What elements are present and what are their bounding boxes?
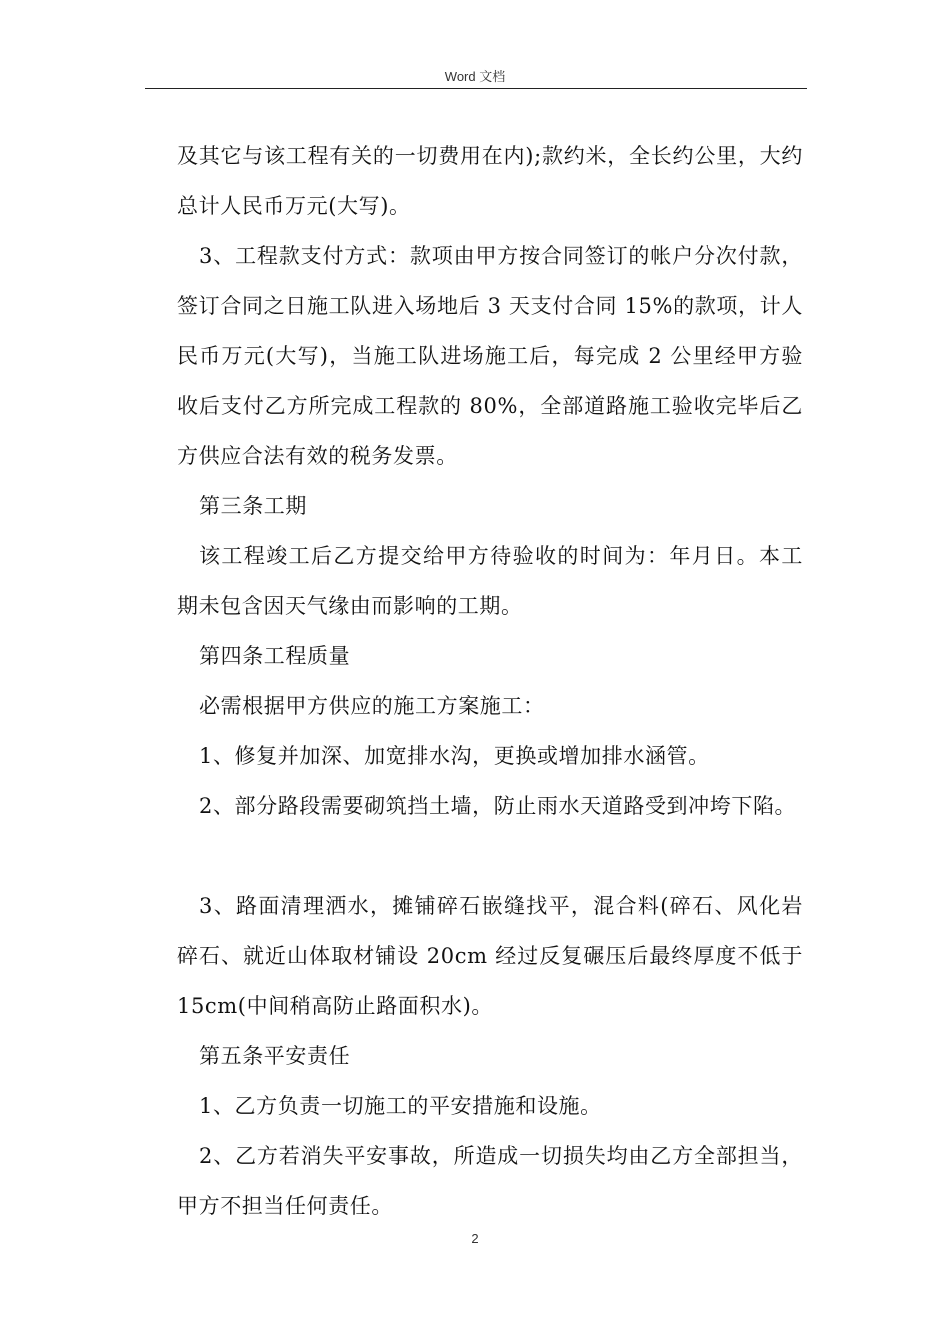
list-item-safety-2: 2、乙方若消失平安事故，所造成一切损失均由乙方全部担当，甲方不担当任何责任。 [177, 1144, 803, 1218]
page-header: Word 文档 [444, 69, 506, 84]
paragraph-completion-time: 该工程竣工后乙方提交给甲方待验收的时间为：年月日。本工期未包含因天气缘由而影响的工期。 [177, 544, 803, 618]
list-item-quality-1: 1、修复并加深、加宽排水沟，更换或增加排水涵管。 [199, 744, 710, 768]
list-item-safety-1: 1、乙方负责一切施工的平安措施和设施。 [199, 1094, 602, 1118]
heading-article-3-schedule: 第三条工期 [199, 494, 307, 518]
blank-line [177, 831, 803, 881]
heading-article-4-quality: 第四条工程质量 [199, 644, 351, 668]
list-item-quality-2: 2、部分路段需要砌筑挡土墙，防止雨水天道路受到冲垮下陷。 [199, 794, 797, 818]
paragraph-fee-continuation: 及其它与该工程有关的一切费用在内);款约米，全长约公里，大约总计人民币万元(大写)。 [177, 144, 803, 218]
paragraph-payment-method: 3、工程款支付方式：款项由甲方按合同签订的帐户分次付款，签订合同之日施工队进入场地后 3 天支付合同 15%的款项，计人民币万元(大写)，当施工队进场施工后，每完成 2 公里经甲方验收后支付乙方所完成工程款的 80%，全部道路施工验收完毕后乙方供应合法有效的税务发票。 [177, 244, 803, 468]
heading-article-5-safety: 第五条平安责任 [199, 1044, 351, 1068]
paragraph-construction-plan: 必需根据甲方供应的施工方案施工： [199, 694, 545, 718]
list-item-quality-3: 3、路面清理洒水，摊铺碎石嵌缝找平，混合料(碎石、风化岩碎石、就近山体取材铺设 20cm 经过反复碾压后最终厚度不低于 15cm(中间稍高防止路面积水)。 [177, 894, 803, 1018]
document-body [177, 131, 803, 1231]
page-number: 2 [471, 1231, 479, 1246]
header-divider [145, 88, 807, 89]
